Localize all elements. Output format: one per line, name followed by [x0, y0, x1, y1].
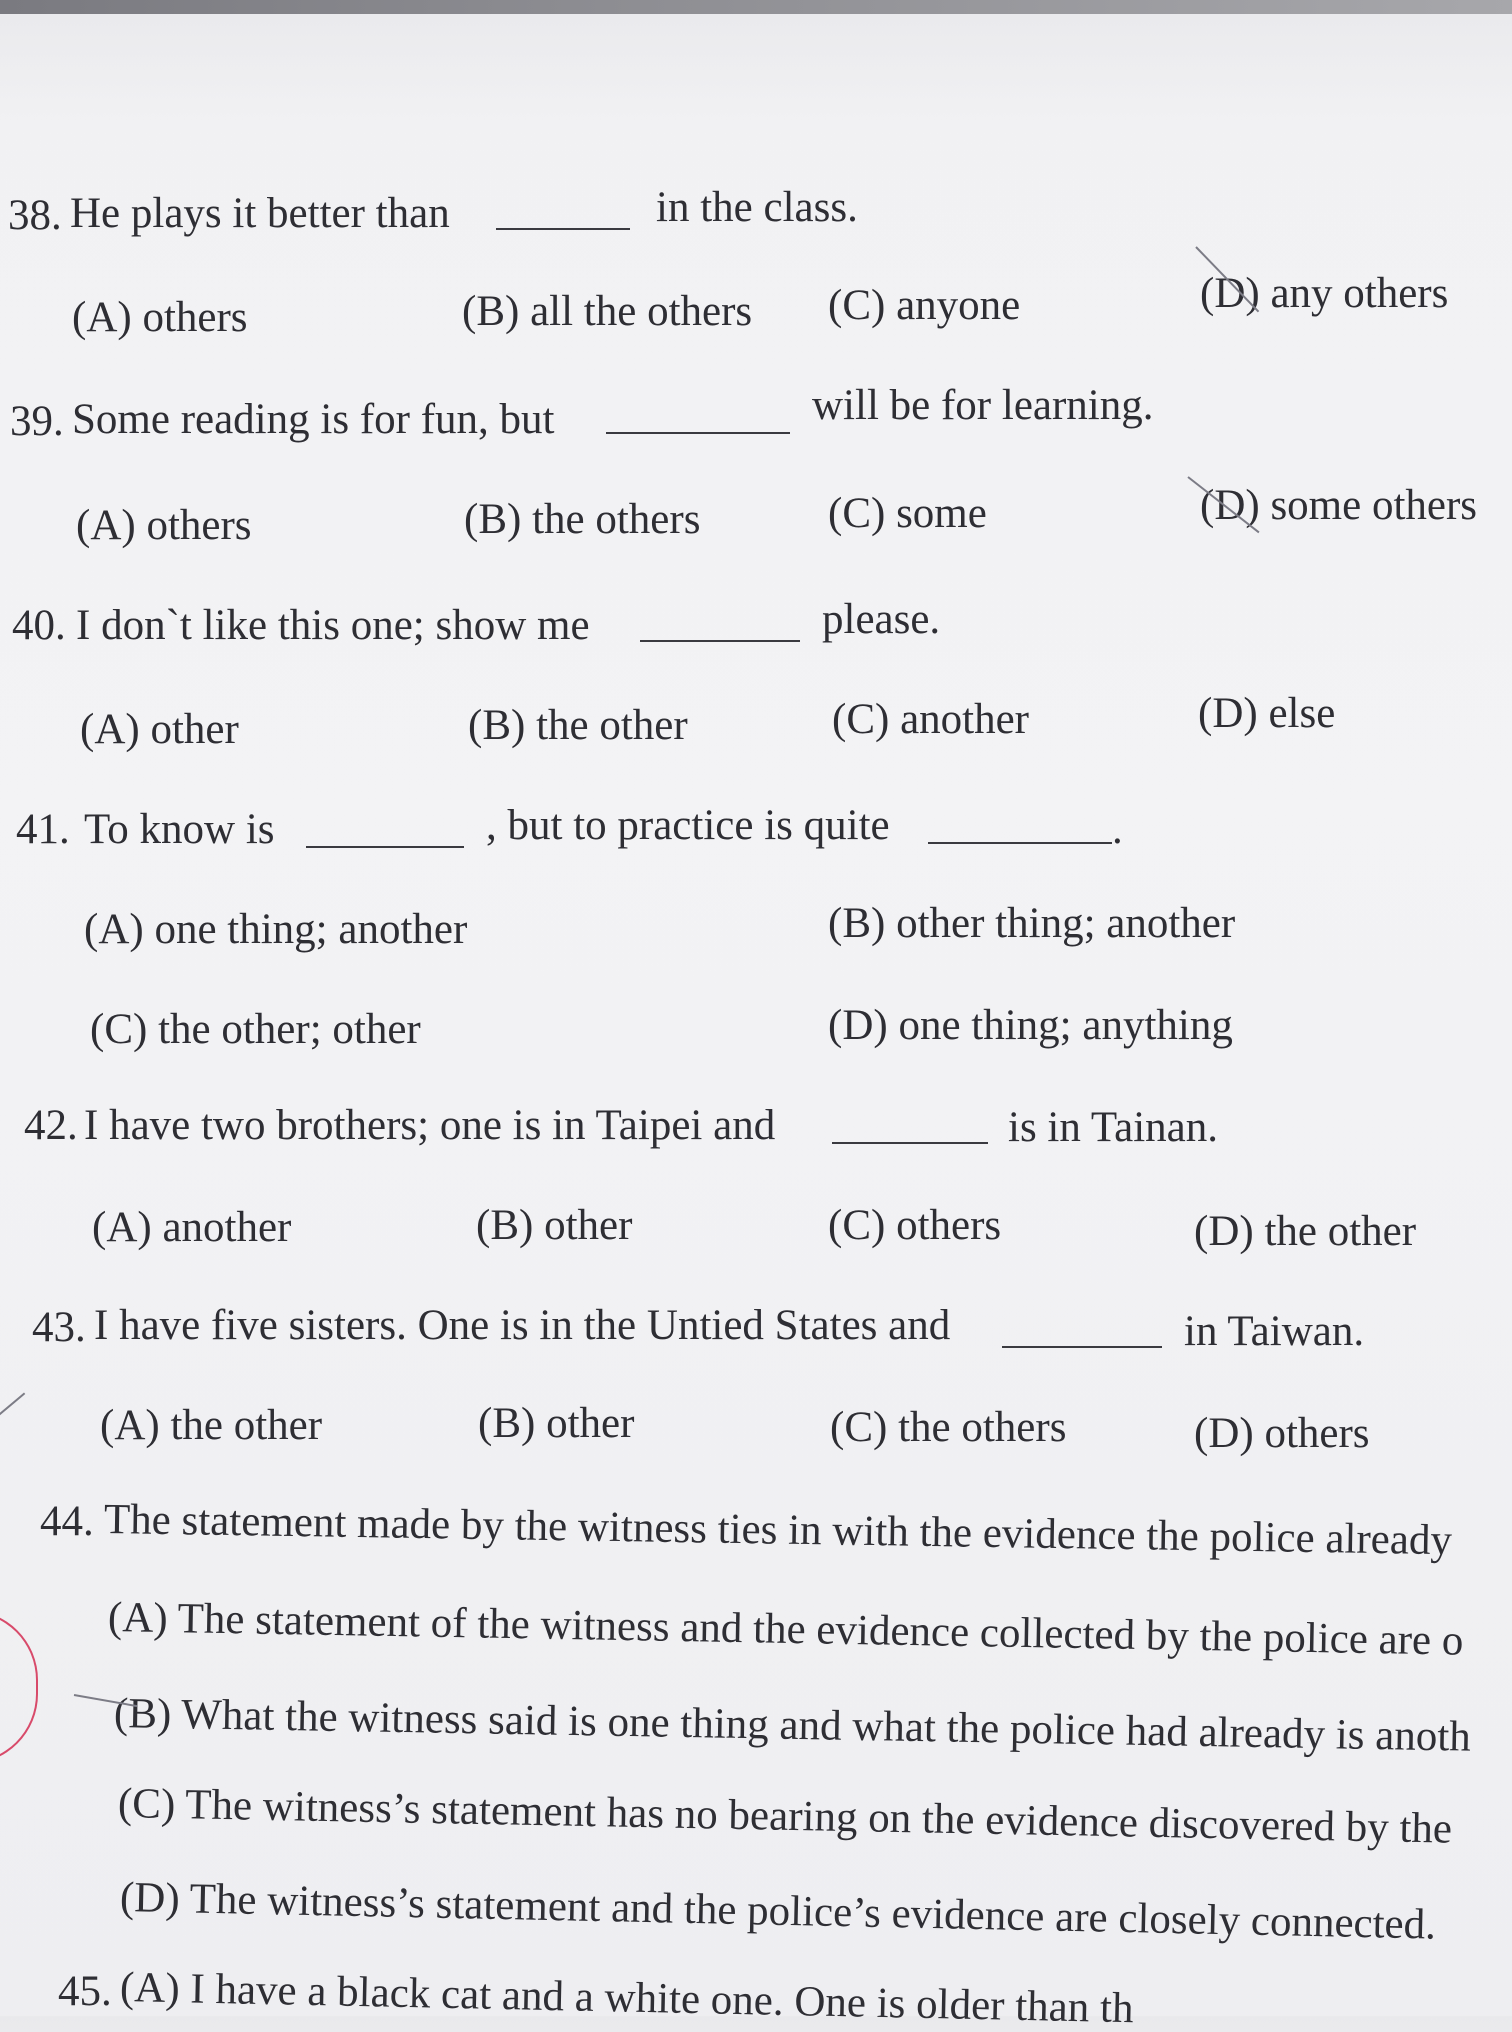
question-43-option-a: (A) the other	[100, 1402, 323, 1449]
question-44-option-c: (C) The witness’s statement has no bearing on the evidence discovered by the	[117, 1780, 1453, 1853]
question-41-stem: To know is	[84, 806, 275, 853]
question-40-blank	[640, 640, 800, 642]
question-43-stem-end: in Taiwan.	[1184, 1308, 1365, 1355]
question-44-stem: The statement made by the witness ties in with the evidence the police already	[103, 1496, 1453, 1565]
question-41-blank-1	[306, 846, 464, 848]
question-40-option-a: (A) other	[80, 706, 239, 753]
question-38-stem: He plays it better than	[70, 190, 450, 237]
question-40-stem-end: please.	[822, 596, 941, 643]
question-42-option-c: (C) others	[828, 1202, 1002, 1249]
question-40-option-c: (C) another	[832, 696, 1030, 743]
question-38-option-b: (B) all the others	[462, 288, 753, 335]
question-45-stem: (A) I have a black cat and a white one. One is older than th	[119, 1964, 1134, 2032]
question-44-number: 44.	[40, 1498, 94, 1545]
question-41-blank-2	[928, 842, 1112, 844]
pencil-check-mark	[0, 1393, 25, 1420]
question-39-number: 39.	[10, 398, 64, 445]
question-44-option-a: (A) The statement of the witness and the evidence collected by the police are o	[107, 1594, 1464, 1665]
red-ink-mark	[0, 1610, 38, 1764]
question-42-option-a: (A) another	[92, 1204, 292, 1251]
question-43-blank	[1002, 1346, 1162, 1348]
question-40-stem: I don`t like this one; show me	[76, 602, 590, 649]
question-39-option-d: (D) some others	[1200, 482, 1478, 529]
question-39-option-c: (C) some	[828, 490, 987, 537]
question-39-option-b: (B) the others	[464, 496, 701, 543]
question-41-stem-middle: , but to practice is quite	[486, 802, 890, 849]
question-41-option-c: (C) the other; other	[90, 1006, 421, 1053]
question-38-option-c: (C) anyone	[828, 282, 1021, 329]
question-38-option-d: (D) any others	[1200, 270, 1449, 317]
question-40-option-b: (B) the other	[468, 702, 688, 749]
question-45-number: 45.	[58, 1968, 112, 2015]
question-38-blank	[496, 228, 630, 230]
question-42-number: 42.	[24, 1102, 78, 1149]
question-43-number: 43.	[32, 1304, 86, 1351]
question-38-number: 38.	[8, 192, 62, 239]
question-41-option-a: (A) one thing; another	[84, 906, 468, 953]
question-40-number: 40.	[12, 602, 66, 649]
question-43-option-b: (B) other	[478, 1400, 635, 1447]
question-39-stem-end: will be for learning.	[812, 382, 1154, 429]
question-43-option-d: (D) others	[1194, 1410, 1370, 1457]
question-42-blank	[832, 1142, 988, 1144]
question-38-option-a: (A) others	[72, 294, 248, 341]
question-39-option-a: (A) others	[76, 502, 252, 549]
question-42-option-b: (B) other	[476, 1202, 633, 1249]
question-44-option-d: (D) The witness’s statement and the police’s evidence are closely connected.	[119, 1874, 1437, 1949]
question-41-option-d: (D) one thing; anything	[828, 1002, 1233, 1049]
question-39-blank	[606, 432, 790, 434]
question-43-stem: I have five sisters. One is in the Untied States and	[94, 1302, 951, 1349]
question-41-number: 41.	[16, 806, 70, 853]
question-42-stem: I have two brothers; one is in Taipei and	[84, 1102, 776, 1149]
question-40-option-d: (D) else	[1198, 690, 1336, 737]
question-44-option-b: (B) What the witness said is one thing and what the police had already is anoth	[113, 1690, 1472, 1761]
question-43-option-c: (C) the others	[830, 1404, 1067, 1451]
question-42-stem-end: is in Tainan.	[1008, 1104, 1218, 1151]
question-38-stem-end: in the class.	[656, 184, 858, 231]
question-39-stem: Some reading is for fun, but	[72, 396, 555, 443]
question-41-option-b: (B) other thing; another	[828, 900, 1236, 947]
question-42-option-d: (D) the other	[1194, 1208, 1417, 1255]
page-top-shadow	[0, 0, 1512, 14]
question-41-stem-end: .	[1112, 806, 1123, 853]
